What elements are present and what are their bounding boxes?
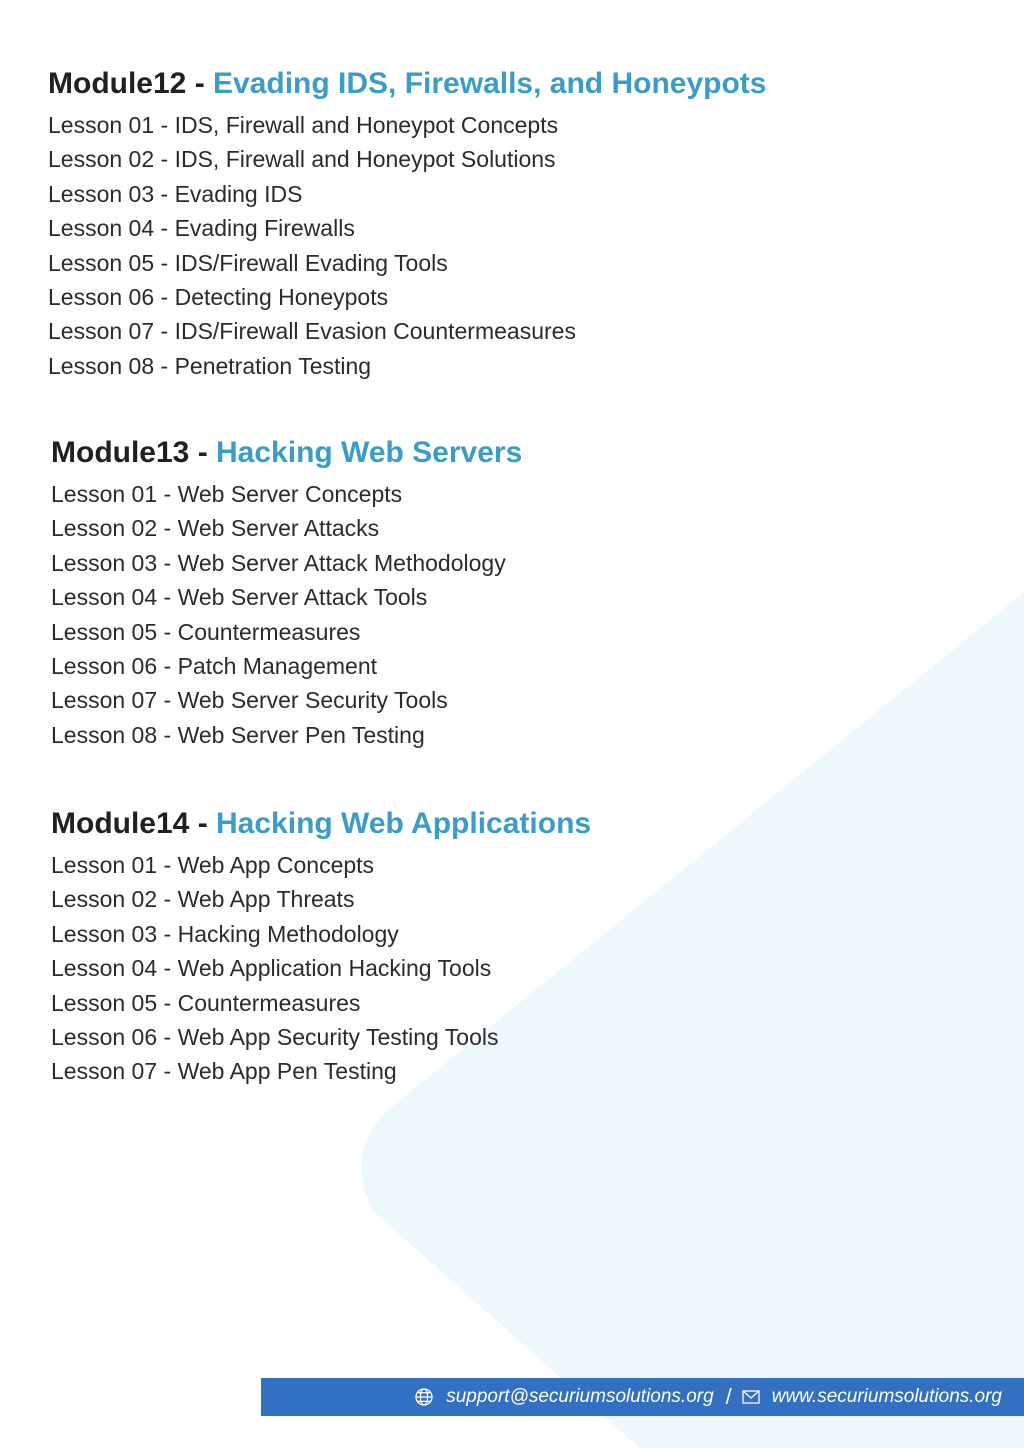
lesson-item: Lesson 06 - Detecting Honeypots <box>48 284 389 311</box>
module-13-name: Hacking Web Servers <box>216 436 523 469</box>
lesson-item: Lesson 01 - Web App Concepts <box>51 852 375 878</box>
lesson-item: Lesson 03 - Web Server Attack Methodology <box>51 549 506 576</box>
footer-contact-bar <box>261 1378 1024 1416</box>
lesson-item: Lesson 01 - IDS, Firewall and Honeypot Concepts <box>48 112 559 138</box>
lesson-item: Lesson 07 - Web Server Security Tools <box>51 687 448 714</box>
module-14-number: Module14 - <box>51 807 217 840</box>
module-13-lesson-list <box>51 477 522 752</box>
lesson-item: Lesson 01 - Web Server Concepts <box>51 481 403 507</box>
lesson-item: Lesson 02 - Web Server Attacks <box>51 515 380 542</box>
lesson-item: Lesson 07 - IDS/Firewall Evasion Countermeasures <box>48 318 576 345</box>
module-12-number: Module12 - <box>48 67 214 100</box>
footer-separator: / <box>725 1384 732 1409</box>
lesson-item: Lesson 04 - Evading Firewalls <box>48 215 355 242</box>
module-12-section <box>48 66 766 383</box>
lesson-item: Lesson 03 - Evading IDS <box>48 180 303 207</box>
lesson-item: Lesson 06 - Patch Management <box>51 653 378 680</box>
website-link[interactable]: www.securiumsolutions.org <box>771 1386 1002 1407</box>
lesson-item: Lesson 08 - Web Server Pen Testing <box>51 721 425 748</box>
module-13-number: Module13 - <box>51 436 217 469</box>
module-14-section <box>51 806 591 1089</box>
lesson-item: Lesson 02 - Web App Threats <box>51 886 355 913</box>
lesson-item: Lesson 02 - IDS, Firewall and Honeypot Solutions <box>48 146 556 173</box>
globe-icon <box>414 1387 434 1407</box>
lesson-item: Lesson 04 - Web Server Attack Tools <box>51 584 428 611</box>
module-12-lesson-list <box>48 108 766 383</box>
lesson-item: Lesson 05 - Countermeasures <box>51 989 361 1016</box>
lesson-item: Lesson 05 - Countermeasures <box>51 618 361 645</box>
module-14-title <box>51 806 591 842</box>
module-14-name: Hacking Web Applications <box>216 807 592 840</box>
module-14-lesson-list <box>51 848 591 1089</box>
module-13-title <box>51 435 522 471</box>
module-12-title <box>48 66 766 102</box>
support-email-link[interactable]: support@securiumsolutions.org <box>446 1386 714 1407</box>
envelope-icon <box>742 1390 760 1404</box>
module-13-section <box>51 435 522 752</box>
module-12-name: Evading IDS, Firewalls, and Honeypots <box>213 67 767 100</box>
lesson-item: Lesson 04 - Web Application Hacking Tools <box>51 955 492 982</box>
lesson-item: Lesson 05 - IDS/Firewall Evading Tools <box>48 249 448 276</box>
lesson-item: Lesson 08 - Penetration Testing <box>48 352 372 379</box>
lesson-item: Lesson 07 - Web App Pen Testing <box>51 1058 397 1085</box>
lesson-item: Lesson 03 - Hacking Methodology <box>51 920 399 947</box>
lesson-item: Lesson 06 - Web App Security Testing Tools <box>51 1024 499 1051</box>
